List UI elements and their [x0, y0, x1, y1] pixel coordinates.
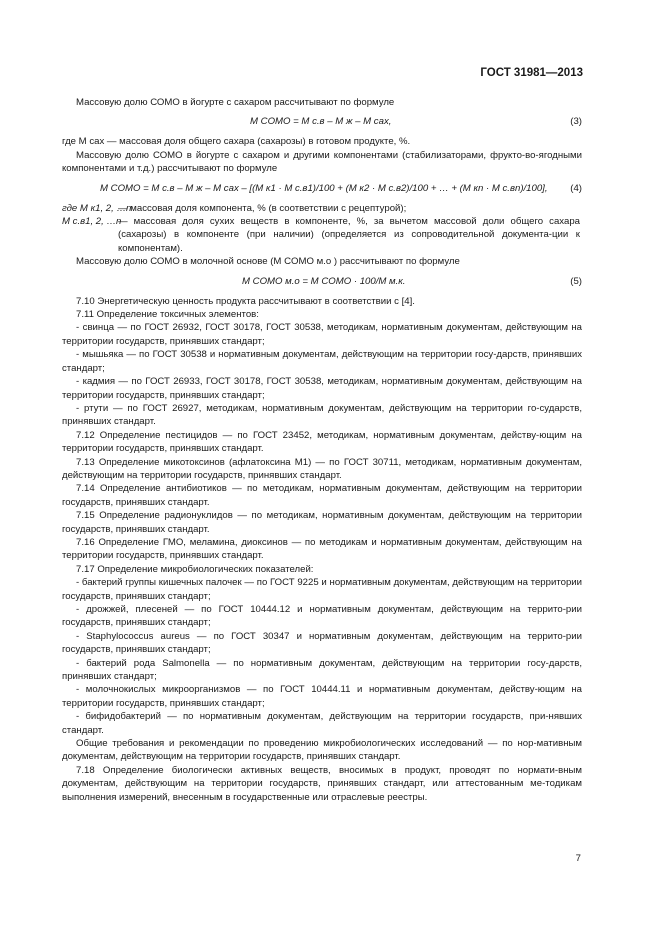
list-item: - бактерий группы кишечных палочек — по ГОСТ 9225 и нормативным документам, действующим на территории государств, принявших стандарт; [62, 577, 582, 602]
list-item: - бифидобактерий — по нормативным документам, действующим на территории государств, при-нявших стандарт. [62, 711, 582, 736]
legend-value: — массовая доля сухих веществ в компоненте, %, за вычетом массовой доли общего сахара (сахарозы) в компоненте (при наличии) (определяется из сопроводительной документа-ции к компонентам). [118, 216, 580, 254]
list-item: - дрожжей, плесеней — по ГОСТ 10444.12 и нормативным документам, действующим на террито-рии государств, принявших стандарт; [62, 604, 582, 629]
legend-key: где M к1, 2, …n [62, 202, 132, 214]
standard-header: ГОСТ 31981—2013 [480, 67, 583, 79]
legend-value: — массовая доля компонента, % (в соответствии с рецептурой); [118, 202, 407, 214]
page-number: 7 [575, 853, 581, 864]
document-body [62, 96, 582, 804]
paragraph: 7.17 Определение микробиологических показателей: [76, 563, 314, 575]
paragraph-intro-1: Массовую долю СОМО в йогурте с сахаром рассчитывают по формуле [76, 97, 395, 108]
legend-item [62, 215, 582, 255]
paragraph: Общие требования и рекомендации по проведению микробиологических исследований — по нор-мативным документам, действующим на территории государств, принявших стандарт. [62, 738, 582, 763]
list-item: - свинца — по ГОСТ 26932, ГОСТ 30178, ГОСТ 30538, методикам, нормативным документам, действующим на территории государств, принявших стандарт; [62, 322, 582, 347]
paragraph: 7.18 Определение биологически активных веществ, вносимых в продукт, проводят по нормати-вным документам, действующим на территории государств, принявших стандарт, или аттестованным ме-тодикам выполнения измерений, внесенным в государственные или отраслевые реестры. [62, 764, 582, 803]
list-item: - бактерий рода Salmonella — по нормативным документам, действующим на территории госу-дарств, принявших стандарт; [62, 657, 582, 683]
paragraph-intro-2: Массовую долю СОМО в йогурте с сахаром и другими компонентами (стабилизаторами, фрукто-во-ягодными компонентами и т.д.) рассчитывают по формуле [62, 149, 582, 175]
legend-item [62, 202, 582, 215]
paragraph: 7.11 Определение токсичных элементов: [76, 309, 259, 321]
formula-5-number: (5) [570, 275, 582, 287]
formula-4-text: M COMO = M с.в – M ж – M сах – [(M к1 · M с.в1)/100 + (M к2 · M с.в2)/100 + … + (M кn · M с.вn)/100], [100, 182, 548, 194]
list-item: - молочнокислых микроорганизмов — по ГОСТ 10444.11 и нормативным документам, действу-ющим на территории государств, принявших стандарт; [62, 684, 582, 709]
formula-3-number: (3) [570, 116, 582, 128]
list-item: - кадмия — по ГОСТ 26933, ГОСТ 30178, ГОСТ 30538, методикам, нормативным документам, действующим на территории государств, принявших стандарт; [62, 376, 582, 401]
paragraph: 7.12 Определение пестицидов — по ГОСТ 23452, методикам, нормативным документам, действу-ющим на территории государств, принявших стандарт. [62, 429, 582, 455]
list-item: - Staphylococcus aureus — по ГОСТ 30347 и нормативным документам, действующим на террито-рии государств, принявших стандарт; [62, 630, 582, 656]
paragraph: 7.16 Определение ГМО, меламина, диоксинов — по методикам и нормативным документам, действующим на территории государств, принявших стандарт. [62, 536, 582, 562]
formula-5-text: M COMO м.о = M COMO · 100/M м.к. [242, 275, 406, 287]
paragraph: 7.15 Определение радионуклидов — по методикам, нормативным документам, действующим на территории государств, принявших стандарт. [62, 510, 582, 535]
where-sugar: где M сах — массовая доля общего сахара (сахарозы) в готовом продукте, %. [62, 136, 411, 148]
list-item: - ртути — по ГОСТ 26927, методикам, нормативным документам, действующим на территории го-сударств, принявших стандарт. [62, 402, 582, 428]
formula-4-number: (4) [570, 182, 582, 194]
formula-3 [62, 109, 582, 135]
paragraph-intro-3: Массовую долю СОМО в молочной основе (M COMO м.о ) рассчитывают по формуле [76, 256, 460, 268]
formula-5 [62, 269, 582, 295]
list-item: - мышьяка — по ГОСТ 30538 и нормативным документам, действующим на территории госу-дарств, принявших стандарт; [62, 349, 582, 374]
paragraph: 7.10 Энергетическую ценность продукта рассчитывают в соответствии с [4]. [76, 295, 415, 307]
formula-3-text: M COMO = M с.в – M ж – M сах, [250, 116, 392, 128]
legend-key: M с.в1, 2, …n [62, 216, 122, 228]
paragraph: 7.13 Определение микотоксинов (афлатоксина M1) — по ГОСТ 30711, методикам, нормативным документам, действующим на территории государств, принявших стандарт. [62, 456, 582, 481]
paragraph: 7.14 Определение антибиотиков — по методикам, нормативным документам, действующим на территории государств, принявших стандарт. [62, 483, 582, 508]
formula-4 [62, 176, 582, 202]
